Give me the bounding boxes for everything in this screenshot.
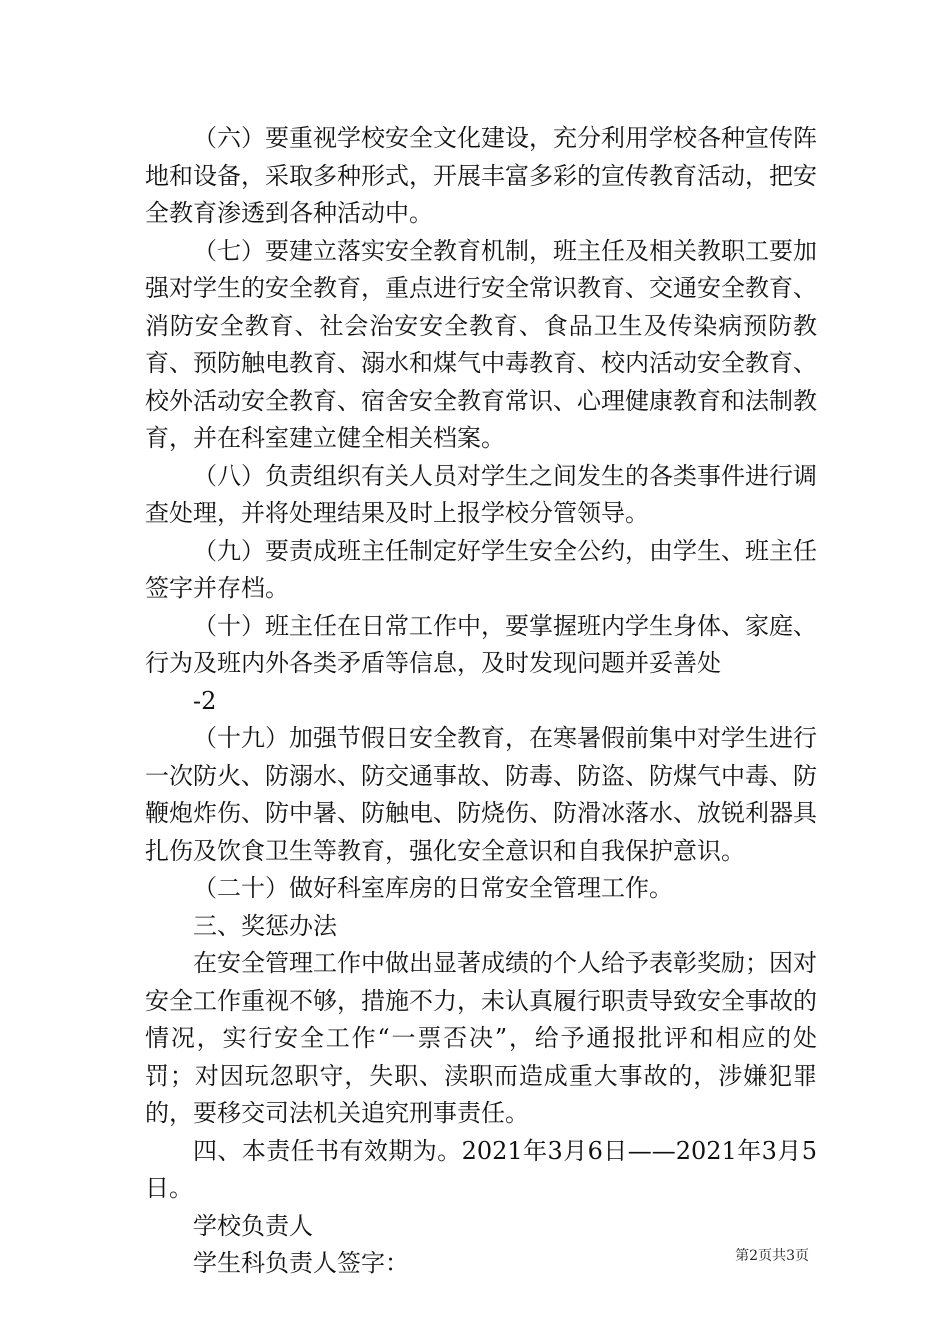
paragraph-8: （八）负责组织有关人员对学生之间发生的各类事件进行调查处理，并将处理结果及时上报学校分管领导。 [145,461,817,527]
school-leader-signature-line: 学校负责人 [193,1211,313,1240]
document-body [145,120,817,1283]
student-dept-leader-signature-line: 学生科负责人签字： [193,1249,409,1277]
paragraph-10: （十）班主任在日常工作中，要掌握班内学生身体、家庭、行为及班内外各类矛盾等信息，及时发现问题并妥善处 [145,611,817,677]
paragraph-19: （十九）加强节假日安全教育，在寒暑假前集中对学生进行一次防火、防溺水、防交通事故、防毒、防盗、防煤气中毒、防鞭炮炸伤、防中暑、防触电、防烧伤、防滑冰落水、放锐利器具扎伤及饮食卫生等教育，强化安全意识和自我保护意识。 [145,724,817,865]
paragraph-7: （七）要建立落实安全教育机制，班主任及相关教职工要加强对学生的安全教育，重点进行安全常识教育、交通安全教育、消防安全教育、社会治安安全教育、食品卫生及传染病预防教育、预防触电教育、溺水和煤气中毒教育、校内活动安全教育、校外活动安全教育、宿舍安全教育常识、心理健康教育和法制教育，并在科室建立健全相关档案。 [145,236,817,452]
paragraph-9: （九）要责成班主任制定好学生安全公约，由学生、班主任签字并存档。 [145,536,817,602]
rewards-penalties-text: 在安全管理工作中做出显著成绩的个人给予表彰奖励；因对安全工作重视不够，措施不力，未认真履行职责导致安全事故的情况，实行安全工作“一票否决”，给予通报批评和相应的处罚；对因玩忽职守，失职、渎职而造成重大事故的，涉嫌犯罪的，要移交司法机关追究刑事责任。 [145,949,817,1127]
paragraph-6: （六）要重视学校安全文化建设，充分利用学校各种宣传阵地和设备，采取多种形式，开展丰富多彩的宣传教育活动，把安全教育渗透到各种活动中。 [145,124,817,227]
section-heading-rewards-penalties: 三、奖惩办法 [193,911,337,940]
page-break-marker: -2 [193,686,217,715]
validity-period: 四、本责任书有效期为。2021年3月6日——2021年3月5日。 [145,1136,817,1202]
paragraph-20: （二十）做好科室库房的日常安全管理工作。 [193,874,673,902]
page-number-footer: 第2页共3页 [735,1248,809,1264]
